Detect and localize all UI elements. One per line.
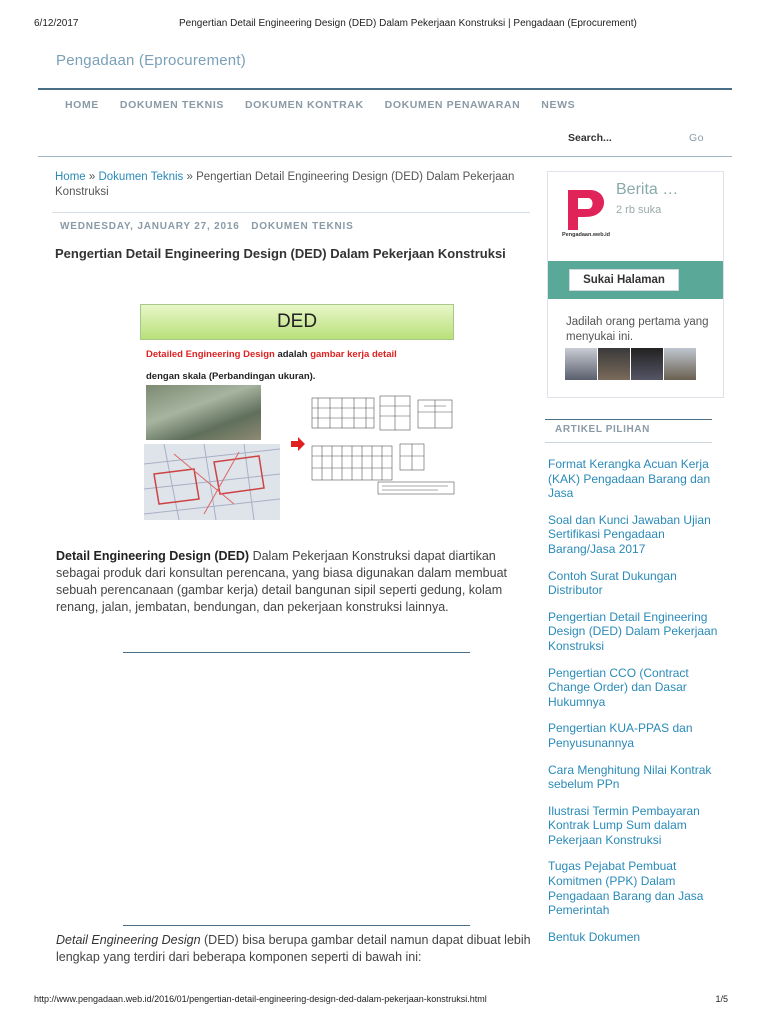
print-doc-title: Pengertian Detail Engineering Design (DED) Dalam Pekerjaan Konstruksi | Pengadaan (Eprocurement) (179, 18, 637, 29)
search-bar (568, 132, 738, 144)
avatar[interactable] (631, 348, 663, 380)
ded-banner: DED (140, 304, 454, 340)
embedded-video[interactable] (123, 652, 470, 926)
post-meta (60, 221, 354, 232)
ded-illustration (138, 300, 458, 522)
sidebar-divider (545, 419, 712, 420)
featured-articles-list (548, 457, 718, 956)
body-text: (DED) bisa berupa gambar detail namun dapat dibuat lebih lengkap yang terdiri dari beberapa komponen seperti di bawah ini: (56, 933, 531, 964)
facebook-cover (548, 172, 723, 298)
post-category-link[interactable]: DOKUMEN TEKNIS (251, 221, 354, 232)
article-link[interactable]: Contoh Surat Dukungan Distributor (548, 568, 677, 598)
print-date: 6/12/2017 (34, 18, 79, 29)
nav-news[interactable]: NEWS (541, 99, 576, 111)
article-link[interactable]: Ilustrasi Termin Pembayaran Kontrak Lump Sum dalam Pekerjaan Konstruksi (548, 803, 700, 847)
ded-caption-term: Detailed Engineering Design (146, 349, 275, 360)
facebook-friends-text: Jadilah orang pertama yang menyukai ini. (566, 316, 709, 343)
nav-bottom-divider (38, 156, 732, 157)
meta-divider (52, 212, 530, 213)
ded-caption (146, 349, 397, 360)
like-page-button[interactable]: Sukai Halaman (569, 269, 679, 291)
main-nav (65, 99, 596, 111)
body-italic-term: Detail Engineering Design (56, 933, 201, 947)
breadcrumb-home[interactable]: Home (55, 171, 86, 183)
article-link[interactable]: Cara Menghitung Nilai Kontrak sebelum PPn (548, 762, 712, 792)
nav-divider (38, 88, 732, 90)
breadcrumb-separator: » (183, 171, 197, 183)
breadcrumb-current: Pengertian Detail Engineering Design (DED) Dalam Pekerjaan Konstruksi (55, 171, 515, 198)
intro-bold-term: Detail Engineering Design (DED) (56, 549, 250, 563)
avatar[interactable] (598, 348, 630, 380)
construction-photo (146, 385, 261, 440)
intro-paragraph (56, 548, 534, 616)
nav-dokumen-penawaran[interactable]: DOKUMEN PENAWARAN (384, 99, 521, 111)
facebook-page-widget (547, 171, 724, 398)
search-input[interactable]: Search... (568, 132, 612, 144)
article-link[interactable]: Tugas Pejabat Pembuat Komitmen (PPK) Dalam Pengadaan Barang dan Jasa Pemerintah (548, 859, 704, 918)
facebook-likes-count: 2 rb suka (616, 204, 662, 216)
facebook-avatars (565, 348, 697, 380)
nav-dokumen-teknis[interactable]: DOKUMEN TEKNIS (119, 99, 224, 111)
avatar[interactable] (664, 348, 696, 380)
article-link[interactable]: Pengertian Detail Engineering Design (DED) Dalam Pekerjaan Konstruksi (548, 609, 718, 653)
ded-caption-definition: gambar kerja detail (310, 349, 397, 360)
article-link[interactable]: Pengertian CCO (Contract Change Order) dan Dasar Hukumnya (548, 665, 689, 709)
ded-caption-line2: dengan skala (Perbandingan ukuran). (146, 371, 316, 382)
avatar[interactable] (565, 348, 597, 380)
facebook-page-name[interactable]: Berita … (616, 181, 679, 198)
nav-home[interactable]: HOME (65, 99, 99, 111)
plan-photo (144, 444, 280, 520)
technical-drawing (308, 392, 458, 438)
site-title[interactable]: Pengadaan (Eprocurement) (56, 52, 246, 69)
pengadaan-logo-icon[interactable] (560, 182, 614, 238)
post-date: WEDNESDAY, JANUARY 27, 2016 (60, 221, 240, 232)
logo-text: Pengadaan.web.id (562, 232, 610, 238)
article-link[interactable]: Soal dan Kunci Jawaban Ujian Sertifikasi Pengadaan Barang/Jasa 2017 (548, 512, 711, 556)
intro-text: Dalam Pekerjaan Konstruksi dapat diartikan sebagai produk dari konsultan perencana, yang biasa digunakan dalam membuat sebuah perencanaan (gambar kerja) detail bangunan sipil seperti gedung, kolam renang, jalan, jembatan, bendungan, dan pekerjaan konstruksi lainnya. (56, 549, 507, 614)
article-link[interactable]: Bentuk Dokumen (548, 929, 641, 944)
post-title: Pengertian Detail Engineering Design (DED) Dalam Pekerjaan Konstruksi (55, 246, 506, 261)
nav-dokumen-kontrak[interactable]: DOKUMEN KONTRAK (244, 99, 364, 111)
sidebar-title: ARTIKEL PILIHAN (555, 424, 650, 435)
facebook-action-bar (548, 261, 723, 299)
arrow-right-icon (291, 437, 305, 451)
ded-caption-mid: adalah (274, 349, 311, 360)
article-link[interactable]: Format Kerangka Acuan Kerja (KAK) Pengadaan Barang dan Jasa (548, 457, 711, 501)
article-link[interactable]: Pengertian KUA-PPAS dan Penyusunannya (548, 721, 693, 750)
print-page-number: 1/5 (715, 994, 728, 1004)
print-url: http://www.pengadaan.web.id/2016/01/pengertian-detail-engineering-design-ded-dalam-pekerjaan-konstruksi.html (34, 994, 487, 1004)
search-go-button[interactable]: Go (689, 132, 705, 144)
sidebar-divider (545, 442, 712, 443)
body-paragraph (56, 932, 534, 966)
breadcrumb-separator: » (85, 171, 99, 183)
technical-drawing (308, 442, 458, 496)
breadcrumb (55, 170, 525, 200)
breadcrumb-category[interactable]: Dokumen Teknis (98, 171, 184, 183)
